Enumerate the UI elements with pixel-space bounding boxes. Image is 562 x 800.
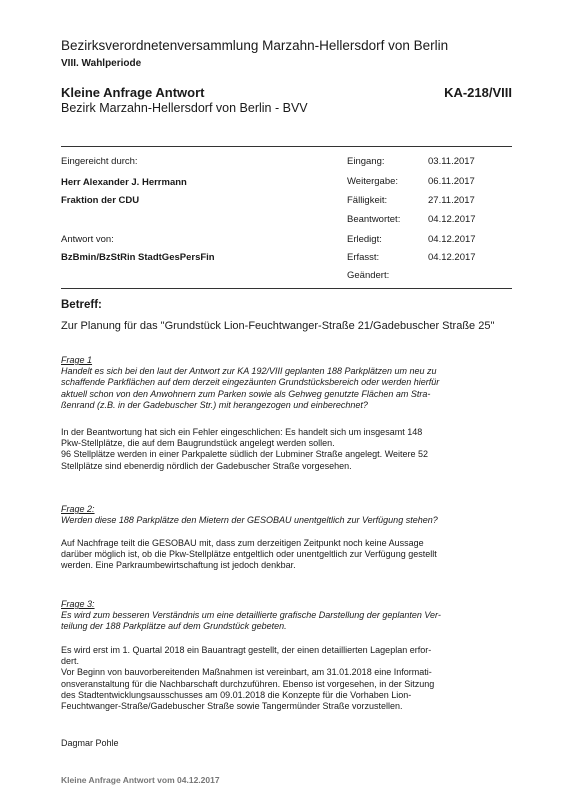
question-block-3 [61, 599, 516, 633]
date-value: 27.11.2017 [428, 195, 475, 206]
answer-line: dert. [61, 656, 80, 667]
answer-line: onsveranstaltung für die Nachbarschaft durchzuführen. Ebenso ist vorgesehen, in der Sitzung [61, 678, 435, 689]
answer-line: Feuchtwanger-Straße/Gadebuscher Straße sowie Tangermünder Straße vorzustellen. [61, 701, 403, 712]
question-block-2 [61, 504, 516, 526]
date-label: Weitergabe: [347, 176, 399, 187]
submitted-by-label: Eingereicht durch: [61, 156, 138, 167]
subject-heading: Betreff: [61, 299, 102, 311]
date-value: 04.12.2017 [428, 214, 476, 225]
organization-title: Bezirksverordnetenversammlung Marzahn-Hellersdorf von Berlin [61, 38, 449, 53]
date-label: Erledigt: [347, 234, 382, 245]
signature-name: Dagmar Pohle [61, 738, 119, 748]
question-line: Es wird zum besseren Verständnis um eine detaillierte grafische Darstellung der geplanten Ver- [61, 610, 441, 621]
answer-line: In der Beantwortung hat sich ein Fehler eingeschlichen: Es handelt sich um insgesamt 148 [61, 427, 423, 437]
date-value: 06.11.2017 [428, 176, 475, 187]
document-type: Kleine Anfrage Antwort [61, 85, 205, 100]
answer-block-1 [61, 427, 516, 472]
answer-line: werden. Eine Parkraumbewirtschaftung ist jedoch denkbar. [61, 560, 296, 571]
date-label: Eingang: [347, 156, 385, 167]
answer-block-2 [61, 538, 516, 572]
answerer: BzBmin/BzStRin StadtGesPersFin [61, 252, 215, 263]
date-label: Geändert: [347, 270, 390, 281]
question-line: schaffende Parkflächen auf dem derzeit eingezäunten Grundstücksbereich oder werden hierfür [61, 377, 440, 388]
question-label: Frage 2: [61, 504, 95, 514]
answer-block-3 [61, 645, 516, 712]
document-number: KA-218/VIII [444, 85, 512, 100]
date-value: 04.12.2017 [428, 234, 476, 245]
answer-line: des Stadtentwicklungsausschusses am 09.01.2018 die Konzepte für die Vorhaben Lion- [61, 689, 412, 700]
divider-top [61, 146, 512, 147]
date-label: Fälligkeit: [347, 195, 388, 206]
question-line: Werden diese 188 Parkplätze den Mietern der GESOBAU unentgeltlich zur Verfügung stehen? [61, 515, 438, 526]
page-footer: Kleine Anfrage Antwort vom 04.12.2017 [61, 775, 220, 785]
date-value: 04.12.2017 [428, 252, 476, 263]
answered-by-label: Antwort von: [61, 234, 114, 245]
document-subtitle: Bezirk Marzahn-Hellersdorf von Berlin - BVV [61, 101, 308, 115]
answer-line: 96 Stellplätze werden in einer Parkpalette südlich der Lubminer Straße angelegt. Weitere 52 [61, 449, 429, 460]
divider-bottom [61, 288, 512, 289]
date-label: Beantwortet: [347, 214, 401, 225]
answer-line: Pkw-Stellplätze, die auf dem Baugrundstück angelegt werden sollen. [61, 438, 335, 449]
question-line: ßenrand (z.B. in der Gadebuscher Str.) mit herangezogen und einberechnet? [61, 399, 368, 410]
answer-line: darüber möglich ist, ob die Pkw-Stellplätze entgeltlich oder unentgeltlich zur Verfügung gestellt [61, 549, 437, 560]
question-label: Frage 1 [61, 355, 93, 365]
answer-line: Vor Beginn von bauvorbereitenden Maßnahmen ist vereinbart, am 31.01.2018 eine Informati- [61, 667, 432, 678]
question-line: aktuell schon von den Anwohnern zum Parken sowie als Gehweg genutzte Flächen am Stra- [61, 388, 431, 399]
answer-line: Es wird erst im 1. Quartal 2018 ein Bauantragt gestellt, der einen detaillierten Lageplan erfor- [61, 645, 432, 655]
answer-line: Stellplätze sind ebenerdig nördlich der Gadebuscher Straße vorgesehen. [61, 460, 352, 471]
question-line: Handelt es sich bei den laut der Antwort zur KA 192/VIII geplanten 188 Parkplätzen um neu zu [61, 366, 437, 377]
election-period: VIII. Wahlperiode [61, 58, 142, 69]
date-label: Erfasst: [347, 252, 380, 263]
question-label: Frage 3: [61, 599, 95, 609]
question-line: teilung der 188 Parkplätze auf dem Grundstück gebeten. [61, 621, 287, 632]
subject-text: Zur Planung für das "Grundstück Lion-Feuchtwanger-Straße 21/Gadebuscher Straße 25" [61, 320, 495, 332]
faction: Fraktion der CDU [61, 195, 140, 206]
answer-line: Auf Nachfrage teilt die GESOBAU mit, dass zum derzeitigen Zeitpunkt noch keine Aussage [61, 538, 424, 548]
date-value: 03.11.2017 [428, 156, 475, 167]
question-block-1 [61, 355, 516, 411]
submitter-name: Herr Alexander J. Herrmann [61, 177, 187, 188]
